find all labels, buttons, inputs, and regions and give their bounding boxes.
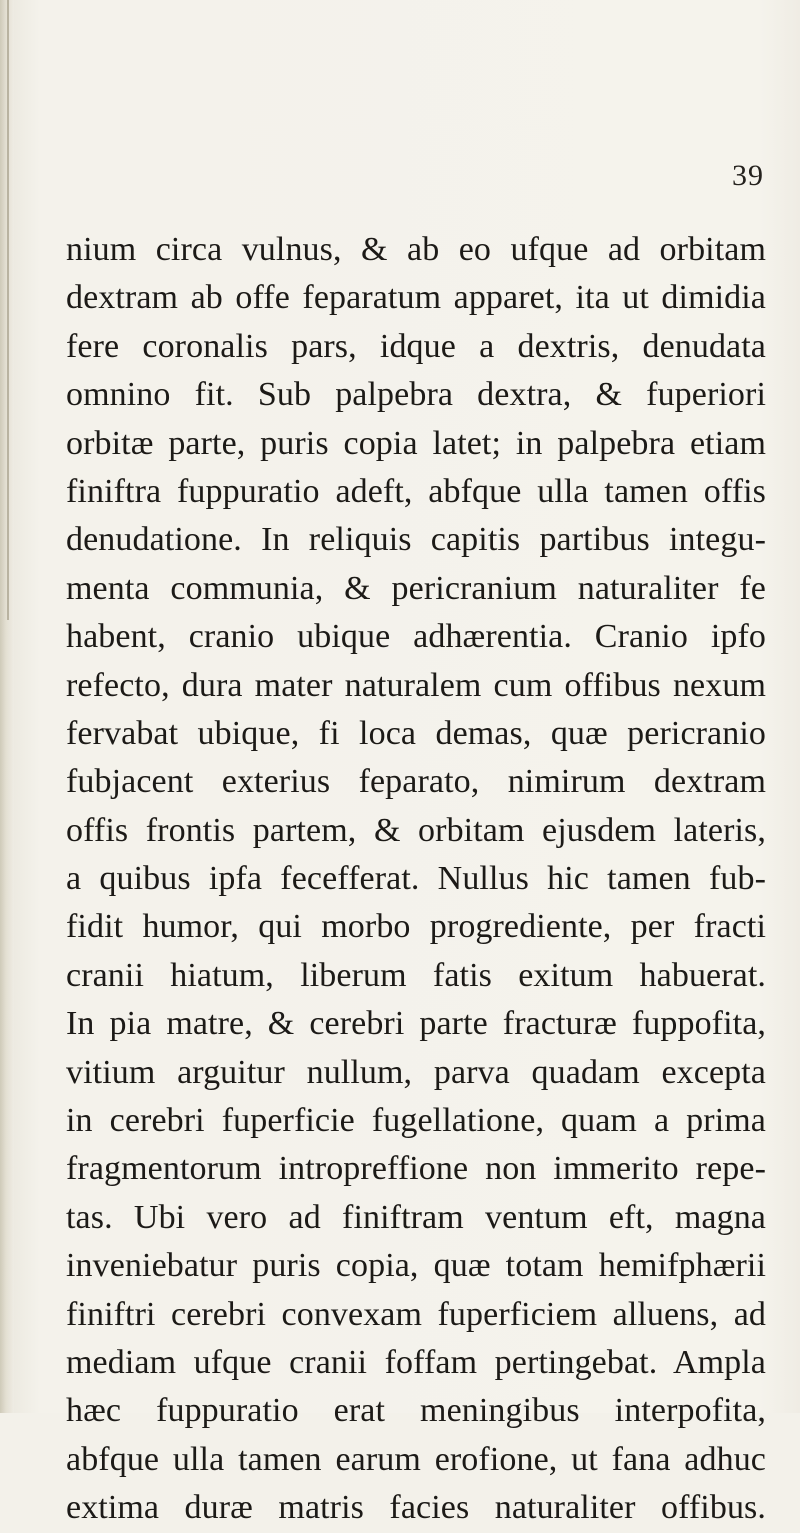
text-line-22: inveniebatur puris copia, quæ totam hemifphærii: [66, 1247, 766, 1285]
text-line-23: finiftri cerebri convexam fuperficiem alluens, ad: [66, 1295, 766, 1333]
body-text: [66, 226, 766, 1533]
binding-edge: [0, 0, 14, 1413]
text-line-4: omnino fit. Sub palpebra dextra, & fuperiori: [66, 376, 766, 414]
text-line-16: cranii hiatum, liberum fatis exitum habuerat.: [66, 956, 766, 994]
page-number: 39: [732, 159, 764, 192]
text-line-11: fervabat ubique, fi loca demas, quæ pericranio: [66, 714, 766, 752]
text-line-19: in cerebri fuperficie fugellatione, quam a prima: [66, 1102, 766, 1140]
text-line-7: denudatione. In reliquis capitis partibus integu-: [66, 521, 766, 559]
text-line-8: menta communia, & pericranium naturaliter fe: [66, 569, 766, 607]
text-line-9: habent, cranio ubique adhærentia. Cranio ipfo: [66, 618, 766, 656]
text-line-12: fubjacent exterius feparato, nimirum dextram: [66, 763, 766, 801]
text-line-24: mediam ufque cranii foffam pertingebat. Ampla: [66, 1343, 766, 1381]
text-line-3: fere coronalis pars, idque a dextris, denudata: [66, 327, 766, 365]
binding-crease: [7, 0, 9, 620]
text-line-2: dextram ab offe feparatum apparet, ita ut dimidia: [66, 279, 766, 317]
text-line-13: offis frontis partem, & orbitam ejusdem lateris,: [66, 811, 766, 849]
text-line-17: In pia matre, & cerebri parte fracturæ fuppofita,: [66, 1005, 766, 1043]
text-line-10: refecto, dura mater naturalem cum offibus nexum: [66, 666, 766, 704]
text-line-5: orbitæ parte, puris copia latet; in palpebra etiam: [66, 424, 766, 462]
text-line-18: vitium arguitur nullum, parva quadam excepta: [66, 1053, 766, 1091]
text-line-20: fragmentorum intropreffione non immerito repe-: [66, 1150, 766, 1188]
text-line-1: nium circa vulnus, & ab eo ufque ad orbitam: [66, 231, 766, 268]
text-line-26: abfque ulla tamen earum erofione, ut fana adhuc: [66, 1440, 766, 1478]
text-line-25: hæc fuppuratio erat meningibus interpofita,: [66, 1392, 766, 1430]
text-line-21: tas. Ubi vero ad finiftram ventum eft, magna: [66, 1198, 766, 1236]
text-line-6: finiftra fuppuratio adeft, abfque ulla tamen offis: [66, 472, 766, 510]
text-line-14: a quibus ipfa fecefferat. Nullus hic tamen fub-: [66, 860, 766, 898]
text-line-15: fidit humor, qui morbo progrediente, per fracti: [66, 908, 766, 946]
text-line-27: extima duræ matris facies naturaliter offibus.: [66, 1489, 766, 1527]
